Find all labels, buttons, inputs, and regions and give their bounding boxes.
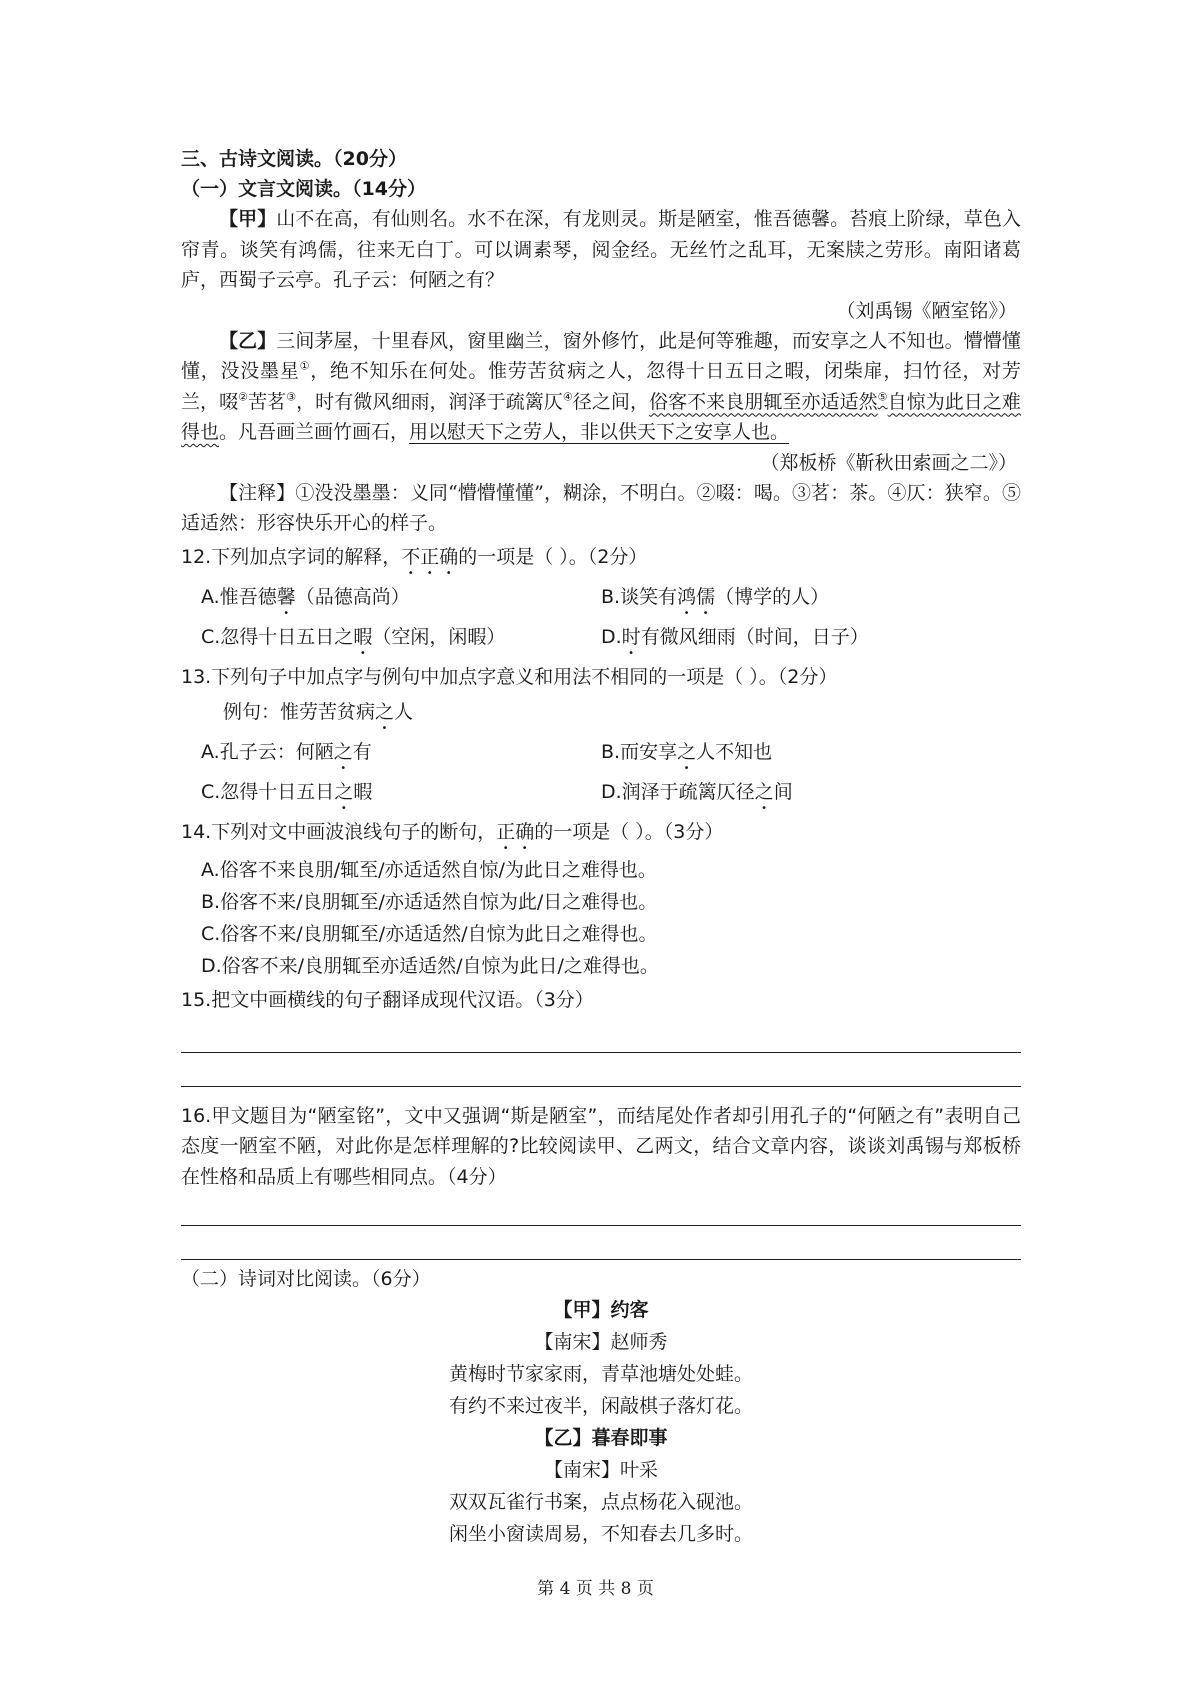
footnote-marker: ⑤ <box>877 390 888 404</box>
option-text: A.惟吾德 <box>201 585 277 608</box>
option-text: D. <box>601 625 622 648</box>
q13-option-a[interactable] <box>201 734 601 774</box>
q12-options-row-2 <box>181 619 1021 659</box>
q12-options-row-1 <box>181 579 1021 619</box>
option-text: 暇 <box>353 780 373 803</box>
dotted-text: 鸿儒 <box>677 585 716 608</box>
question-14 <box>181 814 1021 854</box>
dotted-text: 暇 <box>353 625 373 648</box>
q13-option-b[interactable] <box>601 734 1001 774</box>
q14-option-b[interactable]: B.俗客不来/良朋辄至/亦适适然自惊为此/日之难得也。 <box>201 890 658 913</box>
dotted-text: 之 <box>333 740 353 763</box>
page-footer: 第 4 页 共 8 页 <box>537 1579 654 1599</box>
passage-jia-label: 【甲】 <box>219 208 277 230</box>
q12-option-d[interactable] <box>601 619 1001 659</box>
dotted-text: 不正确 <box>401 545 459 568</box>
question-text: 的一项是（ ）。（2分） <box>458 545 648 568</box>
passage-yi-text: 苦茗 <box>248 390 287 413</box>
option-text: 有微风细雨（时间，日子） <box>640 625 869 648</box>
q14-option-a[interactable]: A.俗客不来良朋/辄至/亦适适然自惊/为此日之难得也。 <box>201 858 657 881</box>
wavy-underlined-sentence: 俗客不来良朋辄至亦适适然 <box>649 390 878 413</box>
q13-example <box>181 696 1021 734</box>
option-text: 有 <box>352 740 372 763</box>
passage-yi <box>181 326 1021 448</box>
dotted-text: 之 <box>754 780 774 803</box>
q16-answer-line[interactable] <box>181 1192 1021 1226</box>
q16-answer-line[interactable] <box>181 1226 1021 1260</box>
footnote-marker: ① <box>299 359 311 373</box>
passage-yi-text: ，时有微风细雨，润泽于疏篱仄 <box>296 390 563 413</box>
passage-yi-label: 【乙】 <box>219 329 277 352</box>
option-text: D.润泽于疏篱仄径 <box>601 780 755 803</box>
q14-option-d[interactable]: D.俗客不来/良朋辄至亦适适然/自惊为此日/之难得也。 <box>201 954 659 977</box>
passage-yi-text: ，绝不知乐在何处。惟劳苦贫病之人，忽得十日五日之暇，闭柴扉，扫竹径，对芳兰，啜 <box>181 360 1021 413</box>
footnote-marker: ④ <box>562 390 573 404</box>
poem2-author: 【南宋】叶采 <box>543 1459 658 1481</box>
part1-title: （一）文言文阅读。（14分） <box>181 178 426 200</box>
dotted-text: 时 <box>621 625 641 648</box>
option-text: C.忽得十日五日之 <box>201 625 354 648</box>
passage-jia-text: 山不在高，有仙则名。水不在深，有龙则灵。斯是陋室，惟吾德馨。苔痕上阶绿，草色入帘青。谈笑有鸿儒，往来无白丁。可以调素琴，阅金经。无丝竹之乱耳，无案牍之劳形。南阳诸葛庐，西蜀子云亭。孔子云：何陋之有？ <box>181 208 1021 291</box>
dotted-text: 之 <box>677 740 697 763</box>
poem1-title: 【甲】约客 <box>553 1299 649 1321</box>
question-16: 16.甲文题目为“陋室铭”，文中又强调“斯是陋室”，而结尾处作者却引用孔子的“何陋之有”表明自己态度一陋室不陋，对此你是怎样理解的?比较阅读甲、乙两文，结合文章内容，谈谈刘禹锡与郑板桥在性格和品质上有哪些相同点。（4分） <box>181 1104 1021 1188</box>
question-text: 的一项是（ ）。（3分） <box>534 820 724 843</box>
passage-jia-source: （刘禹锡《陋室铭》） <box>836 299 1017 322</box>
dotted-text: 正确 <box>496 820 535 843</box>
poem2-line-1: 双双瓦雀行书案，点点杨花入砚池。 <box>448 1491 753 1513</box>
q15-answer-line[interactable] <box>181 1019 1021 1053</box>
question-13: 13.下列句子中加点字与例句中加点字意义和用法不相同的一项是（ ）。（2分） <box>181 665 838 688</box>
option-text: 间 <box>773 780 793 803</box>
example-text: 例句：惟劳苦贫病 <box>223 700 376 723</box>
q14-option-c[interactable]: C.俗客不来/良朋辄至/亦适适然/自惊为此日之难得也。 <box>201 922 658 945</box>
q15-answer-line[interactable] <box>181 1053 1021 1087</box>
option-text: B.谈笑有 <box>601 585 678 608</box>
poem1-line-1: 黄梅时节家家雨，青草池塘处处蛙。 <box>448 1363 753 1385</box>
passage-yi-source: （郑板桥《靳秋田索画之二》） <box>760 451 1017 474</box>
dotted-text: 之 <box>375 700 395 723</box>
footnote-marker: ② <box>238 390 249 404</box>
q12-option-b[interactable] <box>601 579 1001 619</box>
page-content <box>181 144 1021 1550</box>
q13-option-c[interactable] <box>201 774 601 814</box>
option-text: （空闲，闲暇） <box>372 625 506 648</box>
dotted-text: 馨 <box>276 585 296 608</box>
wavy-underlined-sentence: 自惊为此日之难得也 <box>181 390 1021 443</box>
option-text: （品德高尚） <box>295 585 410 608</box>
question-15: 15.把文中画横线的句子翻译成现代汉语。（3分） <box>181 988 594 1011</box>
q12-option-a[interactable] <box>201 579 601 619</box>
question-text: 14.下列对文中画波浪线句子的断句， <box>181 820 497 843</box>
option-text: （博学的人） <box>715 585 830 608</box>
poem1-author: 【南宋】赵师秀 <box>534 1331 668 1353</box>
underlined-sentence: 用以慰天下之劳人，非以供天下之安享人也。 <box>409 421 790 443</box>
question-text: 12.下列加点字词的解释， <box>181 545 402 568</box>
q13-options-row-1 <box>181 734 1021 774</box>
passage-yi-text: 。凡吾画兰画竹画石， <box>219 421 410 443</box>
q12-option-c[interactable] <box>201 619 601 659</box>
option-text: B.而安享 <box>601 740 678 763</box>
section-title: 三、古诗文阅读。（20分） <box>181 148 407 170</box>
q13-options-row-2 <box>181 774 1021 814</box>
option-text: 人不知也 <box>696 740 773 763</box>
passage-yi-text: 径之间， <box>572 390 650 413</box>
footnote-marker: ③ <box>286 390 297 404</box>
q13-option-d[interactable] <box>601 774 1001 814</box>
passage-jia <box>181 204 1021 296</box>
option-text: A.孔子云：何陋 <box>201 740 334 763</box>
poem2-line-2: 闲坐小窗读周易，不知春去几多时。 <box>448 1523 753 1545</box>
passage-yi-text: 三间茅屋，十里春风，窗里幽兰，窗外修竹，此是何等雅趣，而安享之人不知也。懵懵懂懂，没没墨星 <box>181 329 1021 382</box>
poem2-title: 【乙】暮春即事 <box>534 1427 668 1449</box>
example-text: 人 <box>394 700 414 723</box>
question-12 <box>181 539 1021 579</box>
option-text: C.忽得十日五日 <box>201 780 335 803</box>
dotted-text: 之 <box>334 780 354 803</box>
part2-title: （二）诗词对比阅读。（6分） <box>181 1268 431 1290</box>
poem1-line-2: 有约不来过夜半，闲敲棋子落灯花。 <box>448 1395 753 1417</box>
annotations: 【注释】①没没墨墨：义同“懵懵懂懂”，糊涂，不明白。②啜：喝。③茗：茶。④仄：狭窄。⑤适适然：形容快乐开心的样子。 <box>181 481 1021 534</box>
